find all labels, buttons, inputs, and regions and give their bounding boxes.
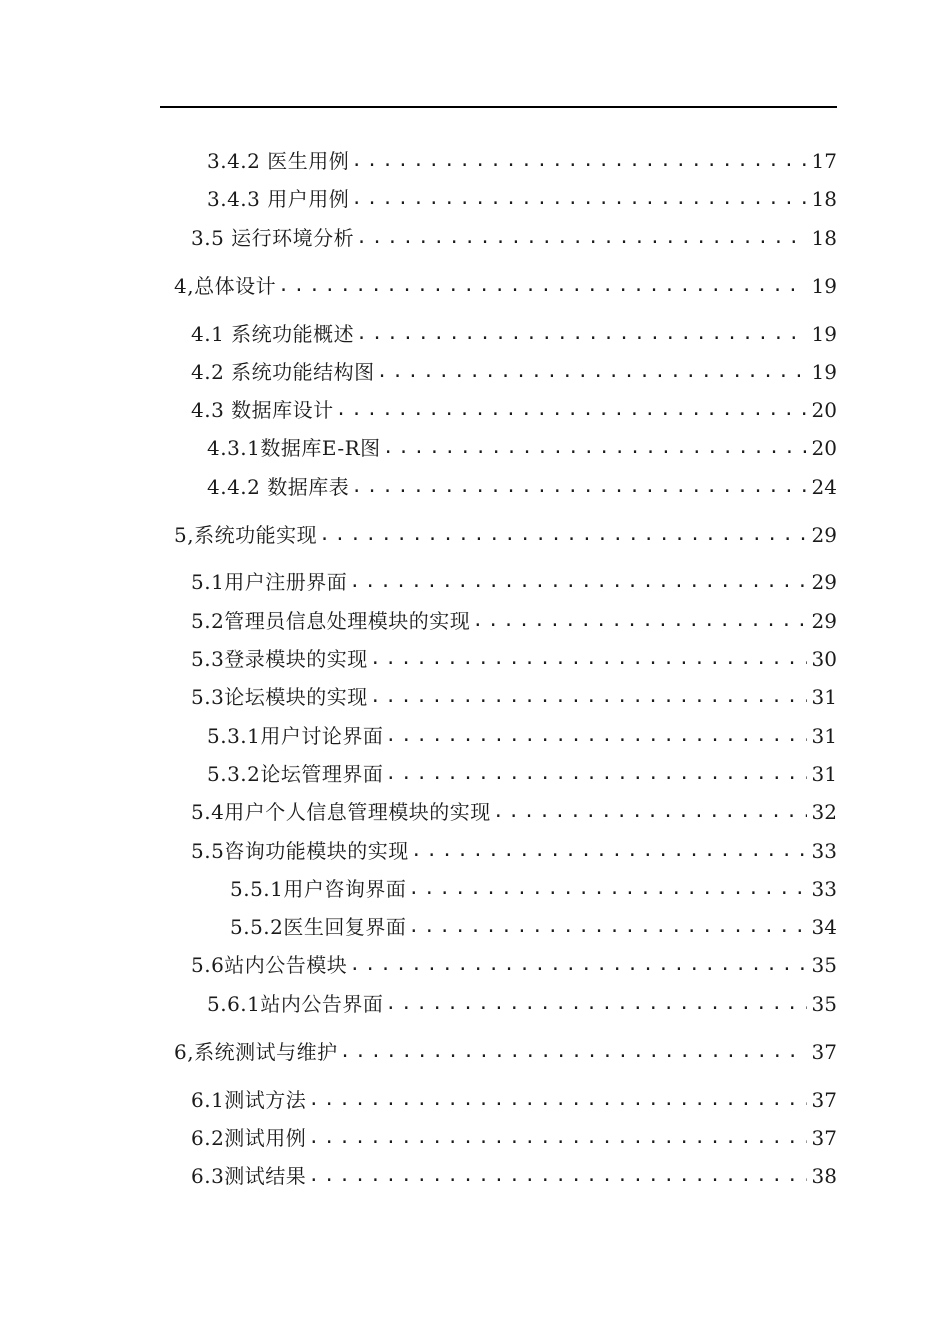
toc-entry[interactable] [207, 756, 837, 786]
toc-dot-leader [349, 953, 807, 977]
toc-entry-label: 5.2管理员信息处理模块的实现 [191, 609, 471, 633]
toc-page-number: 20 [811, 436, 837, 460]
toc-page-number: 37 [811, 1040, 837, 1064]
toc-page-number: 19 [811, 274, 837, 298]
toc-page-number: 29 [811, 570, 837, 594]
toc-entry-label: 3.5 运行环境分析 [191, 226, 355, 250]
toc-entry[interactable] [191, 354, 837, 384]
toc-entry[interactable] [207, 430, 837, 460]
toc-dot-leader [383, 436, 807, 460]
toc-page-number: 18 [811, 226, 837, 250]
toc-entry[interactable] [191, 392, 837, 422]
toc-dot-leader [336, 398, 807, 422]
toc-entry[interactable] [230, 871, 837, 901]
toc-page-number: 19 [811, 322, 837, 346]
toc-entry-label: 5.6.1站内公告界面 [207, 992, 384, 1016]
toc-dot-leader [349, 570, 807, 594]
toc-page-number: 18 [811, 187, 837, 211]
toc-dot-leader [370, 685, 807, 709]
toc-entry-label: 5.3.1用户讨论界面 [207, 724, 384, 748]
toc-dot-leader [385, 992, 807, 1016]
toc-entry-label: 6.3测试结果 [191, 1164, 307, 1188]
toc-entry[interactable] [191, 679, 837, 709]
toc-page-number: 20 [811, 398, 837, 422]
toc-entry-label: 3.4.3 用户用例 [207, 187, 350, 211]
toc-page-number: 35 [811, 953, 837, 977]
toc-entry[interactable] [191, 833, 837, 863]
toc-entry-label: 4.1 系统功能概述 [191, 322, 355, 346]
toc-entry-label: 5.3.2论坛管理界面 [207, 762, 384, 786]
toc-entry-label: 3.4.2 医生用例 [207, 149, 350, 173]
toc-entry-label: 6.2测试用例 [191, 1126, 307, 1150]
toc-dot-leader [319, 523, 807, 547]
toc-entry[interactable] [191, 564, 837, 594]
toc-entry[interactable] [230, 909, 837, 939]
toc-dot-leader [411, 839, 807, 863]
toc-dot-leader [370, 647, 807, 671]
toc-entry[interactable] [191, 1158, 837, 1188]
toc-entry[interactable] [207, 986, 837, 1016]
toc-dot-leader [278, 274, 807, 298]
toc-dot-leader [377, 360, 807, 384]
toc-dot-leader [351, 187, 807, 211]
toc-entry-label: 5.4用户个人信息管理模块的实现 [191, 800, 491, 824]
toc-entry-label: 6,系统测试与维护 [174, 1040, 338, 1064]
toc-entry-label: 4.4.2 数据库表 [207, 475, 350, 499]
toc-dot-leader [385, 762, 807, 786]
toc-entry-label: 5.1用户注册界面 [191, 570, 348, 594]
toc-entry[interactable] [207, 718, 837, 748]
toc-entry[interactable] [191, 947, 837, 977]
toc-dot-leader [351, 149, 807, 173]
toc-entry-label: 6.1测试方法 [191, 1088, 307, 1112]
toc-entry[interactable] [191, 1120, 837, 1150]
toc-entry-label: 5.3登录模块的实现 [191, 647, 368, 671]
toc-page-number: 35 [811, 992, 837, 1016]
toc-page-number: 33 [811, 877, 837, 901]
toc-page-number: 31 [811, 762, 837, 786]
toc-page-number: 32 [811, 800, 837, 824]
toc-entry[interactable] [191, 220, 837, 250]
toc-entry[interactable] [174, 517, 837, 547]
toc-entry[interactable] [174, 1034, 837, 1064]
toc-entry[interactable] [191, 603, 837, 633]
toc-dot-leader [308, 1164, 807, 1188]
toc-page-number: 29 [811, 609, 837, 633]
toc-entry-label: 4.3.1数据库E-R图 [207, 436, 381, 460]
toc-dot-leader [340, 1040, 807, 1064]
toc-page-number: 29 [811, 523, 837, 547]
toc-dot-leader [356, 226, 807, 250]
toc-page-number: 31 [811, 685, 837, 709]
toc-entry-label: 5.3论坛模块的实现 [191, 685, 368, 709]
toc-entry-label: 5,系统功能实现 [174, 523, 318, 547]
toc-page-number: 38 [811, 1164, 837, 1188]
toc-page-number: 19 [811, 360, 837, 384]
toc-dot-leader [493, 800, 807, 824]
toc-entry[interactable] [191, 316, 837, 346]
toc-page-number: 34 [811, 915, 837, 939]
toc-page-number: 17 [811, 149, 837, 173]
toc-entry[interactable] [207, 143, 837, 173]
toc-entry[interactable] [191, 794, 837, 824]
toc-dot-leader [356, 322, 807, 346]
toc-entry-label: 4.3 数据库设计 [191, 398, 334, 422]
toc-page-number: 24 [811, 475, 837, 499]
toc-entry[interactable] [191, 641, 837, 671]
toc-dot-leader [308, 1126, 807, 1150]
toc-dot-leader [408, 877, 807, 901]
toc-entry-label: 4,总体设计 [174, 274, 277, 298]
toc-page-number: 30 [811, 647, 837, 671]
toc-page-number: 37 [811, 1088, 837, 1112]
toc-dot-leader [385, 724, 807, 748]
toc-entry-label: 5.5咨询功能模块的实现 [191, 839, 409, 863]
toc-dot-leader [308, 1088, 807, 1112]
toc-entry[interactable] [207, 181, 837, 211]
toc-dot-leader [408, 915, 807, 939]
toc-entry[interactable] [191, 1082, 837, 1112]
toc-page-number: 37 [811, 1126, 837, 1150]
toc-page-number: 33 [811, 839, 837, 863]
toc-entry[interactable] [174, 268, 837, 298]
toc-page-number: 31 [811, 724, 837, 748]
toc-entry-label: 5.5.2医生回复界面 [230, 915, 407, 939]
toc-entry-label: 5.6站内公告模块 [191, 953, 348, 977]
toc-entry[interactable] [207, 469, 837, 499]
toc-entry-label: 5.5.1用户咨询界面 [230, 877, 407, 901]
toc-dot-leader [472, 609, 807, 633]
toc-entry-label: 4.2 系统功能结构图 [191, 360, 375, 384]
toc-dot-leader [351, 475, 807, 499]
